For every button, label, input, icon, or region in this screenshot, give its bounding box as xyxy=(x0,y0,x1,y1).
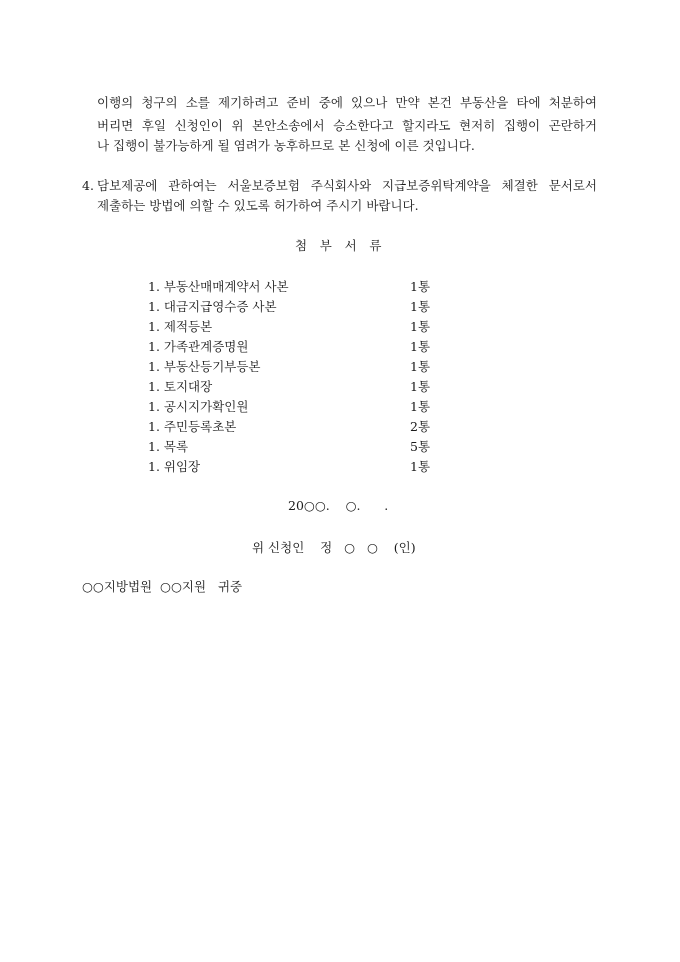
attachment-count: 1통 xyxy=(410,339,431,354)
attachment-label: 1. 토지대장 xyxy=(148,379,213,394)
attachment-label: 1. 제적등본 xyxy=(148,319,213,334)
paragraph-3-line-2: 버리면 후일 신청인이 위 본안소송에서 승소한다고 할지라도 현저히 집행이 곤란하거 xyxy=(97,118,597,133)
date-line: 20○○. ○. . xyxy=(288,498,389,513)
paragraph-3-line-1: 이행의 청구의 소를 제기하려고 준비 중에 있으나 만약 본건 부동산을 타에 처분하여 xyxy=(97,95,597,110)
attachment-count: 5통 xyxy=(410,439,431,454)
attachment-label: 1. 부동산매매계약서 사본 xyxy=(148,279,289,294)
paragraph-4-number: 4. xyxy=(82,178,94,193)
attachment-label: 1. 부동산등기부등본 xyxy=(148,359,261,374)
attachment-count: 1통 xyxy=(410,459,431,474)
attachment-count: 1통 xyxy=(410,319,431,334)
attachment-count: 2통 xyxy=(410,419,431,434)
attachment-label: 1. 목록 xyxy=(148,439,189,454)
attachment-label: 1. 가족관계증명원 xyxy=(148,339,249,354)
attachment-label: 1. 공시지가확인원 xyxy=(148,399,249,414)
paragraph-4-line-1: 담보제공에 관하여는 서울보증보험 주식회사와 지급보증위탁계약을 체결한 문서로서 xyxy=(97,178,597,193)
attachments-title: 첨 부 서 류 xyxy=(295,238,386,253)
attachment-count: 1통 xyxy=(410,299,431,314)
paragraph-3-line-3: 나 집행이 불가능하게 될 염려가 농후하므로 본 신청에 이른 것입니다. xyxy=(97,138,475,153)
applicant-line: 위 신청인 정 ○ ○ (인) xyxy=(252,540,416,555)
paragraph-4-line-2: 제출하는 방법에 의할 수 있도록 허가하여 주시기 바랍니다. xyxy=(97,198,419,213)
attachment-label: 1. 주민등록초본 xyxy=(148,419,237,434)
attachment-label: 1. 위임장 xyxy=(148,459,201,474)
attachment-label: 1. 대금지급영수증 사본 xyxy=(148,299,277,314)
attachment-count: 1통 xyxy=(410,279,431,294)
attachment-count: 1통 xyxy=(410,359,431,374)
attachment-count: 1통 xyxy=(410,379,431,394)
court-addressee: ○○지방법원 ○○지원 귀중 xyxy=(82,579,243,594)
attachment-count: 1통 xyxy=(410,399,431,414)
